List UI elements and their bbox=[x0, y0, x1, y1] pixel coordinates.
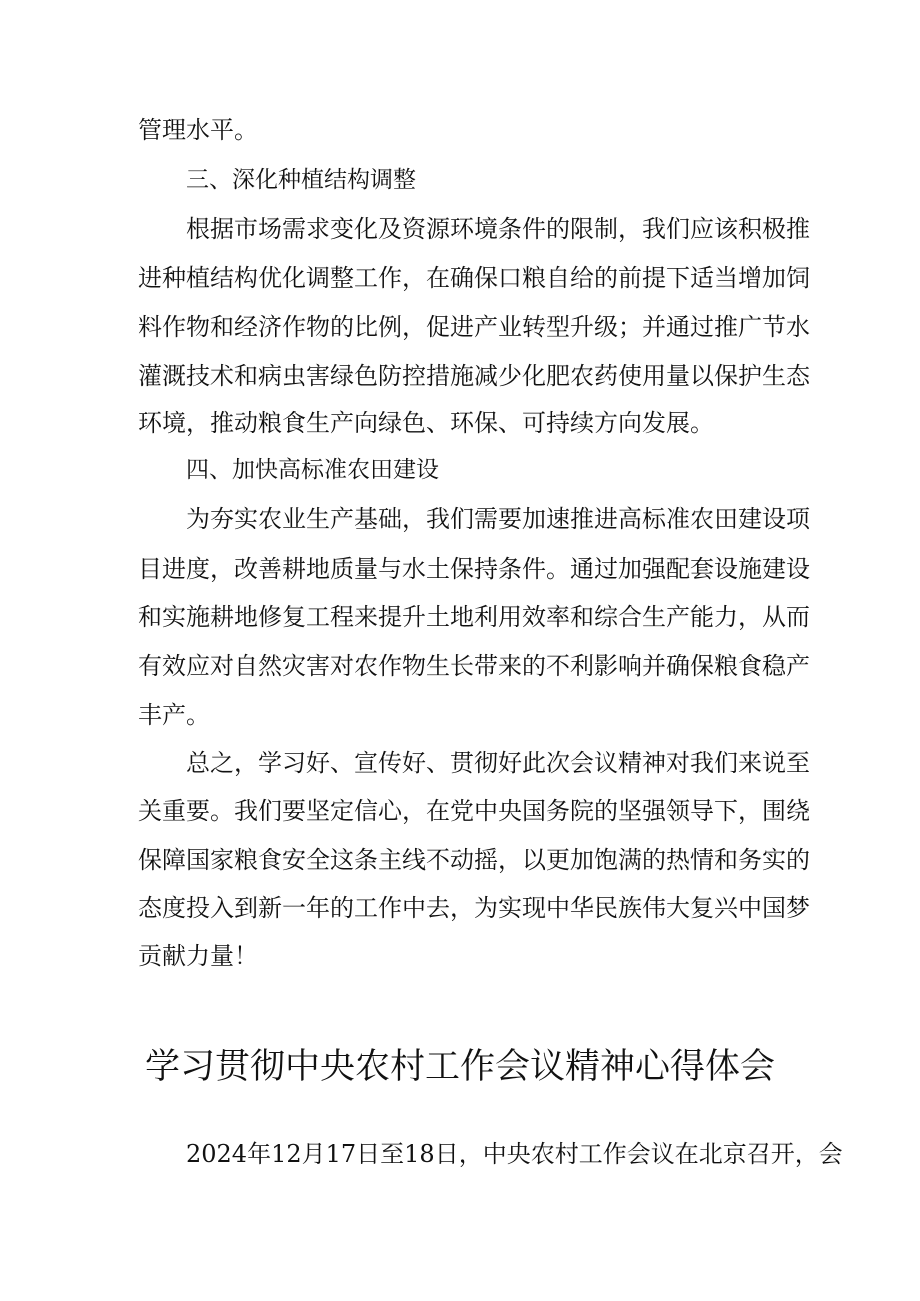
paragraph-line: 环境，推动粮食生产向绿色、环保、可持续方向发展。 bbox=[138, 409, 714, 437]
paragraph-line: 灌溉技术和病虫害绿色防控措施减少化肥农药使用量以保护生态 bbox=[138, 362, 810, 390]
paragraph-line: 2024年12月17日至18日，中央农村工作会议在北京召开，会 bbox=[186, 1140, 843, 1168]
paragraph-line: 丰产。 bbox=[138, 701, 210, 729]
paragraph-line: 保障国家粮食安全这条主线不动摇，以更加饱满的热情和务实的 bbox=[138, 846, 810, 874]
paragraph-line: 和实施耕地修复工程来提升土地利用效率和综合生产能力，从而 bbox=[138, 603, 810, 631]
paragraph-line: 料作物和经济作物的比例，促进产业转型升级；并通过推广节水 bbox=[138, 313, 810, 341]
paragraph-line: 贡献力量！ bbox=[138, 942, 258, 970]
paragraph-line: 进种植结构优化调整工作，在确保口粮自给的前提下适当增加饲 bbox=[138, 264, 810, 292]
section-heading-3: 三、深化种植结构调整 bbox=[186, 167, 416, 193]
section-heading-4: 四、加快高标准农田建设 bbox=[186, 457, 439, 483]
paragraph-line: 有效应对自然灾害对农作物生长带来的不利影响并确保粮食稳产 bbox=[138, 652, 810, 680]
paragraph-line: 根据市场需求变化及资源环境条件的限制，我们应该积极推 bbox=[186, 215, 810, 243]
paragraph-line: 目进度，改善耕地质量与水土保持条件。通过加强配套设施建设 bbox=[138, 555, 810, 583]
article-title: 学习贯彻中央农村工作会议精神心得体会 bbox=[144, 1047, 775, 1087]
paragraph-line: 总之，学习好、宣传好、贯彻好此次会议精神对我们来说至 bbox=[186, 749, 810, 777]
paragraph-line: 关重要。我们要坚定信心，在党中央国务院的坚强领导下，围绕 bbox=[138, 797, 810, 825]
paragraph-line: 态度投入到新一年的工作中去，为实现中华民族伟大复兴中国梦 bbox=[138, 894, 810, 922]
paragraph-line: 管理水平。 bbox=[138, 116, 258, 144]
paragraph-line: 为夯实农业生产基础，我们需要加速推进高标准农田建设项 bbox=[186, 505, 810, 533]
